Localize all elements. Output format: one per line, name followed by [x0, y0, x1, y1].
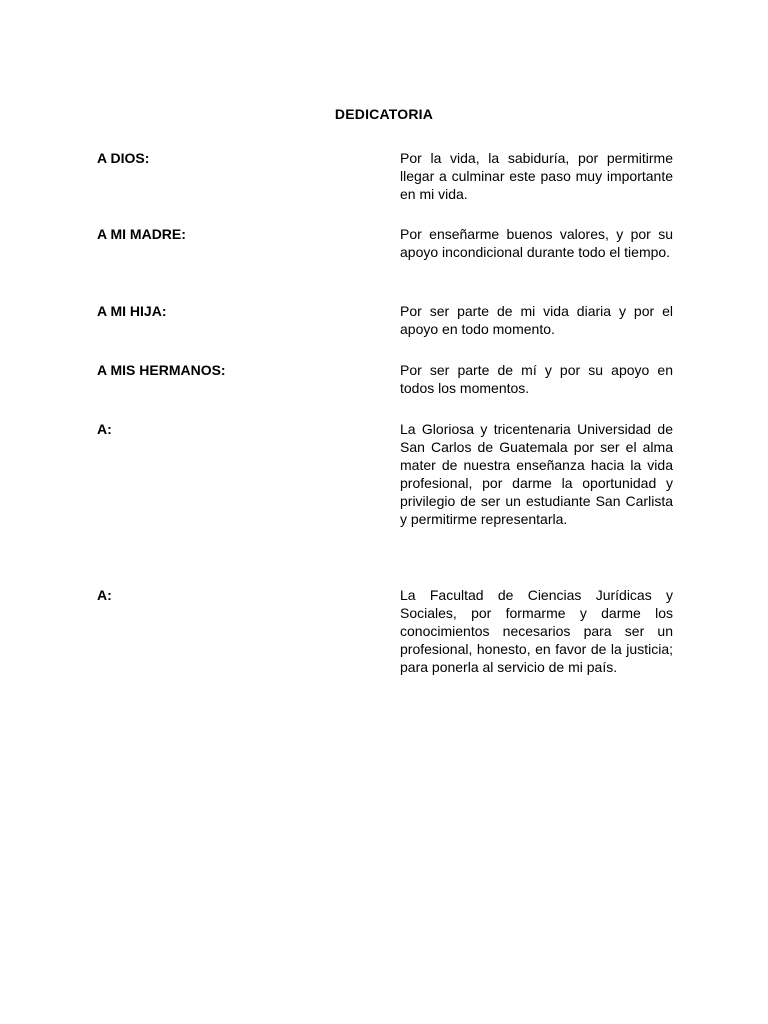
page-title: DEDICATORIA: [334, 106, 434, 122]
entry-label: A MI HIJA:: [97, 303, 167, 319]
entry-text: Por ser parte de mi vida diaria y por el apoyo en todo momento.: [400, 303, 673, 337]
entry-text: Por ser parte de mí y por su apoyo en todos los momentos.: [400, 362, 673, 396]
entry-label: A:: [97, 421, 112, 437]
entry-text: Por la vida, la sabiduría, por permitirme llegar a culminar este paso muy importante en mi vida.: [400, 150, 673, 202]
entry-label: A MI MADRE:: [97, 226, 186, 242]
entry-text: La Gloriosa y tricentenaria Universidad de San Carlos de Guatemala por ser el alma mater de nuestra enseñanza hacia la vida profesional, por darme la oportunidad y privilegio de ser un estudiante San Carlista y permitirme representarla.: [400, 421, 673, 527]
entry-label: A DIOS:: [97, 150, 150, 166]
entry-text: La Facultad de Ciencias Jurídicas y Sociales, por formarme y darme los conocimientos necesarios para ser un profesional, honesto, en favor de la justicia; para ponerla al servicio de mi país.: [400, 587, 673, 675]
entry-label: A:: [97, 587, 112, 603]
entry-text: Por enseñarme buenos valores, y por su apoyo incondicional durante todo el tiempo.: [400, 226, 673, 260]
entry-label: A MIS HERMANOS:: [97, 362, 226, 378]
